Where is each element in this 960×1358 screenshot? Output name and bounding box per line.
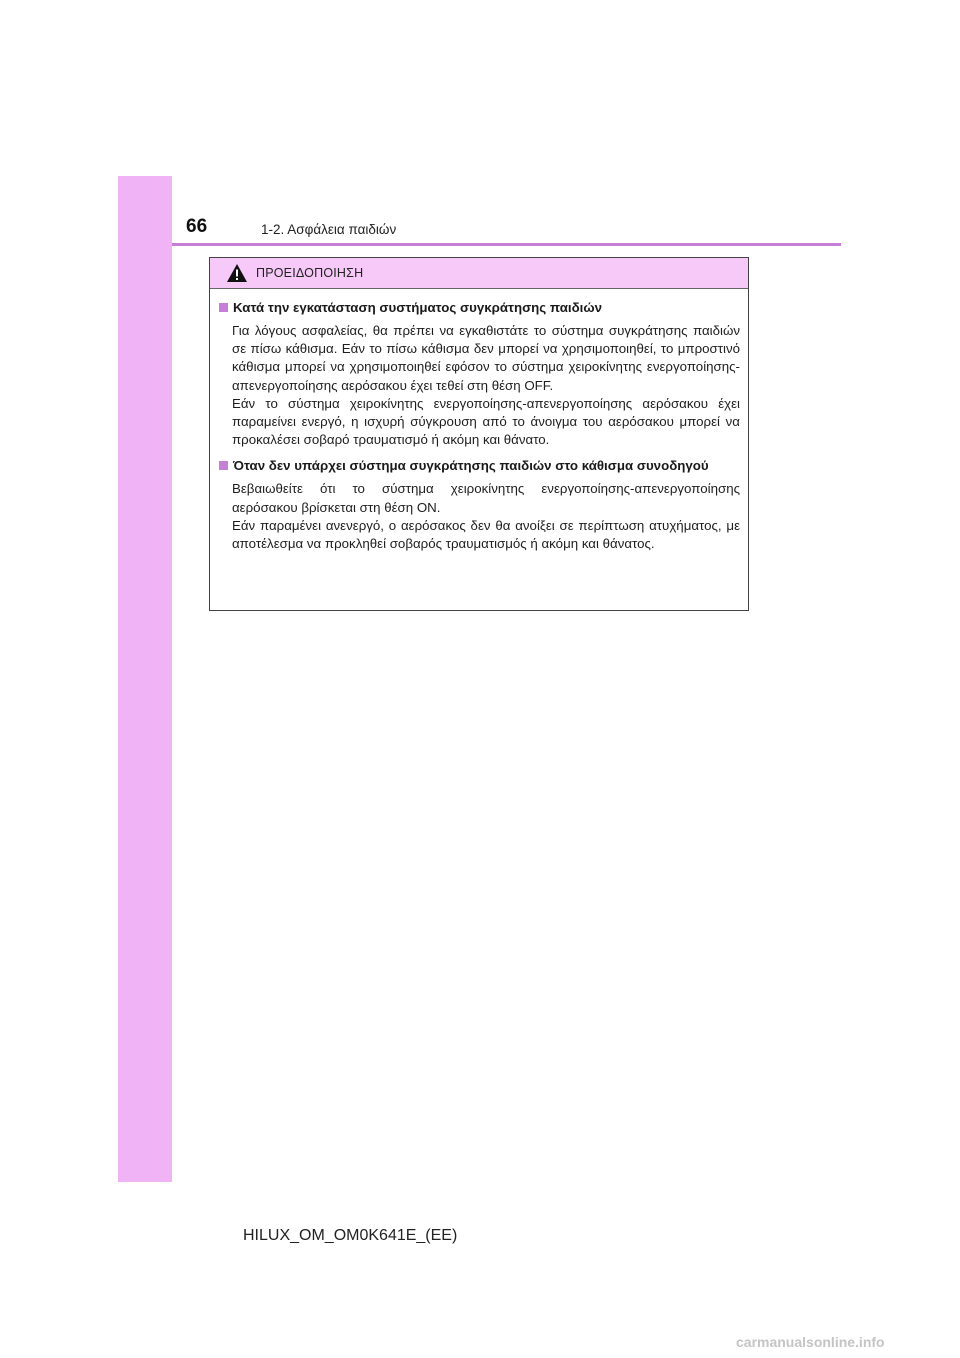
section-title: 1-2. Ασφάλεια παιδιών (261, 222, 397, 237)
warning-paragraph: Εάν το σύστημα χειροκίνητης ενεργοποίησης-απενεργοποίησης αερόσακου έχει παραμείνει ενεργό, η ισχυρή σύγκρουση από το άνοιγμα του αερόσακου μπορεί να προκαλέσει σοβαρό τραυματισμό ή ακόμη και θάνατο. (232, 395, 740, 448)
warning-triangle-icon (226, 263, 248, 283)
warning-header (210, 258, 748, 289)
square-bullet-icon (219, 303, 228, 312)
warning-item-title: Κατά την εγκατάσταση συστήματος συγκράτησης παιδιών (219, 299, 740, 317)
header-divider (172, 243, 841, 246)
warning-item (219, 299, 740, 449)
warning-box (209, 257, 749, 611)
watermark: carmanualsonline.info (736, 1334, 885, 1350)
square-bullet-icon (219, 461, 228, 470)
warning-body (210, 289, 748, 553)
warning-item (219, 457, 740, 553)
page-number: 66 (186, 216, 208, 237)
warning-label: ΠΡΟΕΙΔΟΠΟΙΗΣΗ (256, 266, 364, 280)
document-code: HILUX_OM_OM0K641E_(EE) (243, 1227, 458, 1244)
warning-item-title: Όταν δεν υπάρχει σύστημα συγκράτησης παιδιών στο κάθισμα συνοδηγού (219, 457, 740, 475)
warning-paragraph: Για λόγους ασφαλείας, θα πρέπει να εγκαθιστάτε το σύστημα συγκράτησης παιδιών σε πίσω κάθισμα. Εάν το πίσω κάθισμα δεν μπορεί να χρησιμοποιηθεί, το μπροστινό κάθισμα μπορεί να χρησιμοποιηθεί εφόσον το σύστημα χειροκίνητης ενεργοποίησης-απενεργοποίησης αερόσακου έχει τεθεί στη θέση OFF. (232, 323, 740, 393)
chapter-side-tab (118, 176, 172, 1182)
warning-paragraph: Βεβαιωθείτε ότι το σύστημα χειροκίνητης ενεργοποίησης-απενεργοποίησης αερόσακου βρίσκεται στη θέση ON. (232, 481, 740, 515)
warning-paragraph: Εάν παραμένει ανενεργό, ο αερόσακος δεν θα ανοίξει σε περίπτωση ατυχήματος, με αποτέλεσμα να προκληθεί σοβαρός τραυματισμός ή ακόμη και θάνατος. (232, 517, 740, 552)
